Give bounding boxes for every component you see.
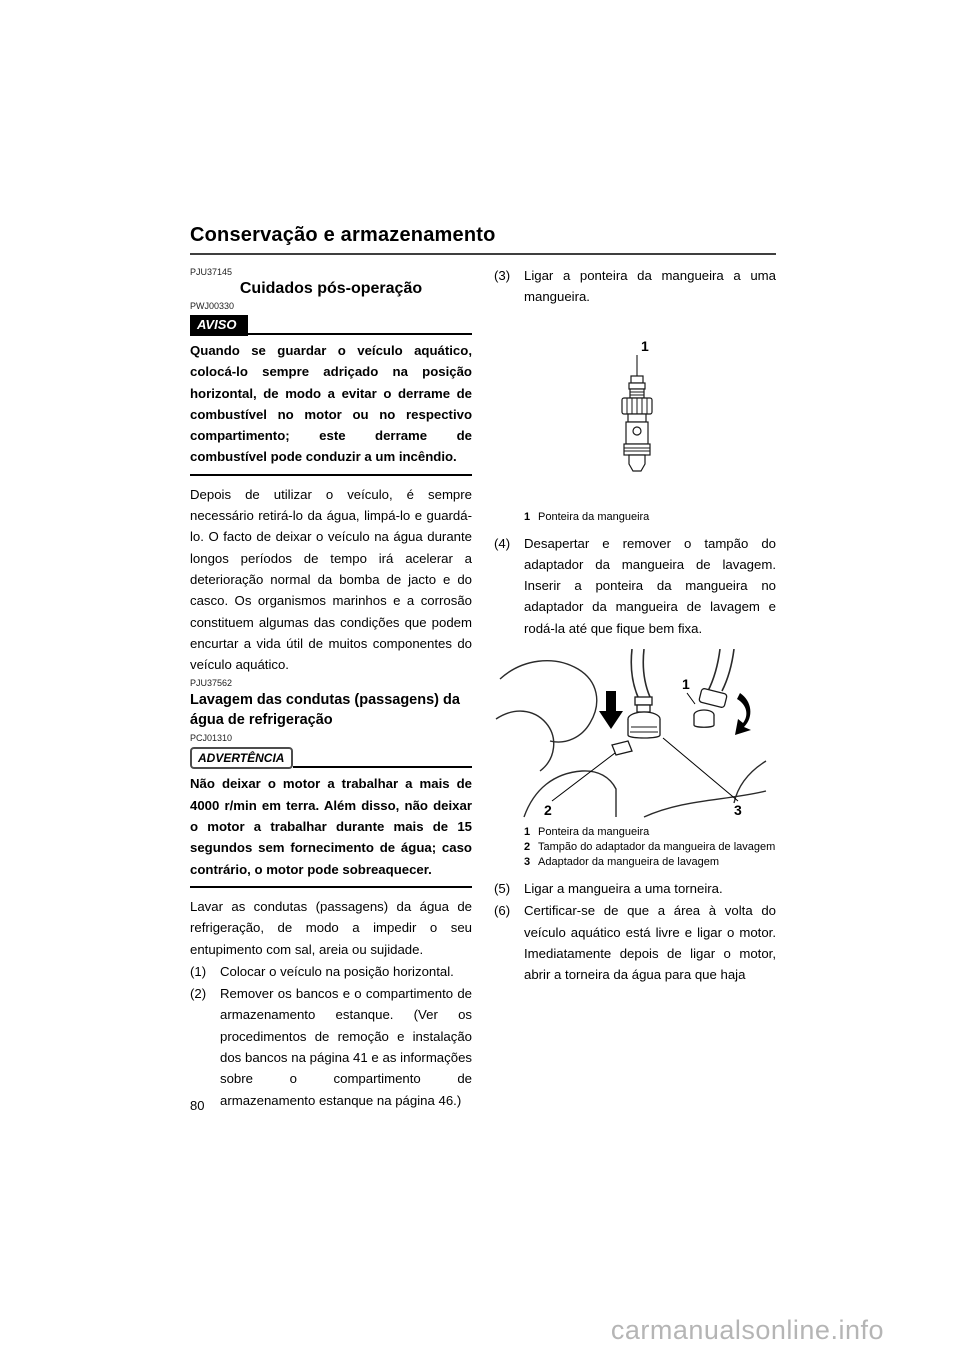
step-text: Colocar o veículo na posição horizontal. <box>220 963 454 979</box>
paragraph: Lavar as condutas (passagens) da água de refrigeração, de modo a impedir o seu entupimento com sal, areia ou sujidade. <box>190 898 472 957</box>
figure-caption-list <box>494 510 776 525</box>
step-number: (2) <box>190 986 207 1002</box>
step-number: (3) <box>494 268 511 283</box>
figure-callout-2: 2 <box>544 802 552 819</box>
caption-number: 1 <box>524 510 531 523</box>
caption-text: Adaptador da mangueira de lavagem <box>538 856 720 869</box>
section-heading-lavagem: Lavagem das condutas (passagens) da água de refrigeração <box>190 692 460 729</box>
document-code: PJU37145 <box>190 267 233 277</box>
document-code: PCJ01310 <box>190 733 233 744</box>
document-content <box>190 224 776 1111</box>
step-text: Remover os bancos e o compartimento de armazenamento estanque. (Ver os procedimentos de remoção e instalação dos bancos na página 41 e as informações sobre o compartimento de armazenamento estanque na página 46.) <box>220 986 472 1108</box>
figure-callout-1: 1 <box>641 337 649 354</box>
figure-caption <box>524 855 776 870</box>
step-text: Certificar-se de que a área à volta do veículo aquático está livre e ligar o motor. Imediatamente depois de ligar o motor, abrir a torneira da água para que haja <box>524 903 776 983</box>
divider <box>190 886 472 888</box>
step-number: (1) <box>190 963 207 979</box>
divider <box>190 474 472 476</box>
step-item <box>190 983 472 1111</box>
figure-caption <box>524 840 776 855</box>
divider <box>293 766 472 768</box>
hose-nozzle-illustration <box>495 336 775 506</box>
step-text: Desapertar e remover o tampão do adaptador da mangueira de lavagem. Inserir a ponteira da mangueira no adaptador da mangueira de lavagem e rodá-la até que fique bem fixa. <box>524 535 776 636</box>
caption-text: Tampão do adaptador da mangueira de lavagem <box>538 841 776 854</box>
right-column <box>494 264 776 1111</box>
step-number: (6) <box>494 903 511 919</box>
page-title: Conservação e armazenamento <box>190 224 776 255</box>
figure-callout-3: 3 <box>734 802 742 819</box>
document-code: PWJ00330 <box>190 301 235 311</box>
figure-caption <box>524 510 776 525</box>
step-item <box>494 878 776 899</box>
warning-label: AVISO <box>190 315 248 336</box>
caution-text: Não deixar o motor a trabalhar a mais de 4000 r/min em terra. Além disso, não deixar o motor a trabalhar durante mais de 15 segundos sem fornecimento de água; caso contrário, o motor pode sobreaquecer. <box>190 776 472 877</box>
step-number: (4) <box>494 535 511 551</box>
caption-text: Ponteira da mangueira <box>538 826 650 839</box>
watermark: carmanualsonline.info <box>610 1315 884 1345</box>
figure-caption-list <box>494 825 776 870</box>
step-text: Ligar a ponteira da mangueira a uma mangueira. <box>524 268 776 305</box>
document-code: PJU37562 <box>190 678 233 689</box>
step-number: (5) <box>494 881 511 897</box>
caution-label: ADVERTÊNCIA <box>190 747 293 769</box>
left-column <box>190 264 472 1111</box>
step-item <box>494 533 776 639</box>
caption-number: 3 <box>524 856 531 869</box>
flushing-adapter-illustration <box>494 649 776 819</box>
figure-caption <box>524 825 776 840</box>
divider <box>248 333 473 335</box>
figure-callout-1: 1 <box>682 676 690 693</box>
warning-text: Quando se guardar o veículo aquático, colocá-lo sempre adriçado na posição horizontal, de modo a evitar o derrame de combustível no motor ou no respectivo compartimento; este derrame de combustível pode conduzir a um incêndio. <box>190 343 472 465</box>
flushing-adapter-figure <box>494 649 776 819</box>
caption-number: 2 <box>524 841 531 854</box>
paragraph: Depois de utilizar o veículo, é sempre necessário retirá-lo da água, limpá-lo e guardá-lo. O facto de deixar o veículo na água durante longos períodos de tempo irá acelerar a deterioração normal da bomba de jacto e do casco. Os organismos marinhos e a corrosão constituem algumas das condições que podem encurtar a vida útil de muitos componentes do veículo aquático. <box>190 486 472 673</box>
hose-nozzle-figure <box>494 336 776 506</box>
warning-header <box>190 315 472 336</box>
section-heading-cuidados: Cuidados pós-operação <box>239 280 423 297</box>
caption-text: Ponteira da mangueira <box>538 510 650 523</box>
step-text: Ligar a mangueira a uma torneira. <box>524 881 723 897</box>
step-item <box>494 900 776 985</box>
two-column-layout <box>190 264 776 1111</box>
caption-number: 1 <box>524 826 531 839</box>
page-number: 80 <box>190 1098 205 1113</box>
step-item <box>190 961 472 982</box>
step-item <box>494 265 776 308</box>
caution-header <box>190 747 472 769</box>
